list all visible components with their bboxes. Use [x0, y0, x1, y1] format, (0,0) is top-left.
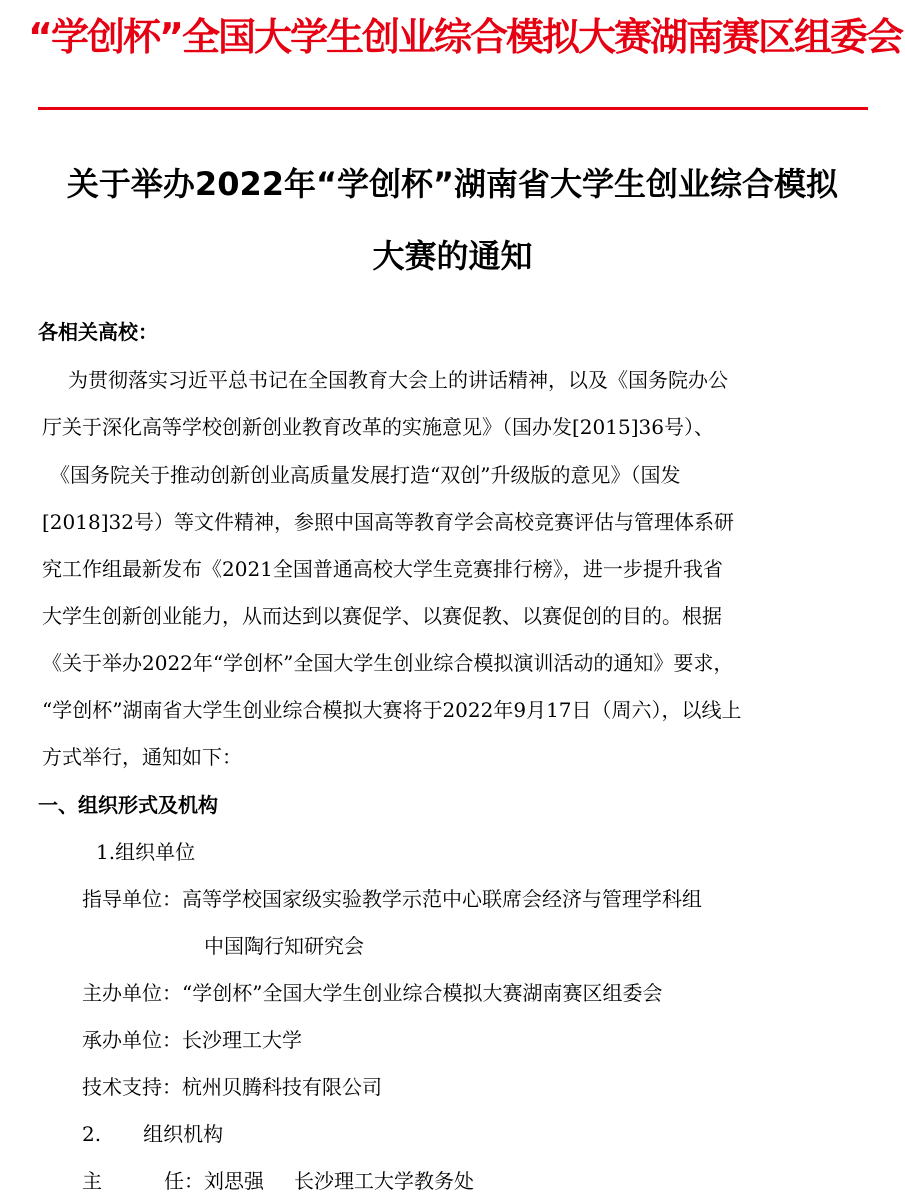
host-unit-row [82, 983, 662, 1003]
guide-unit-label: 指导单位： [82, 887, 182, 911]
subsection-text: 组织机构 [143, 1122, 224, 1146]
guide-unit-row [82, 889, 702, 909]
guide-unit-value: 高等学校国家级实验教学示范中心联席会经济与管理学科组 [182, 887, 702, 911]
organizer-unit-label: 承办单位： [82, 1028, 182, 1052]
director-unit: 长沙理工大学教务处 [294, 1169, 474, 1193]
notice-title-line-2: 大赛的通知 [372, 237, 533, 275]
host-unit-label: 主办单位： [82, 981, 182, 1005]
director-label-char-1: 主 [82, 1169, 102, 1193]
organizer-unit-row [82, 1030, 302, 1050]
body-line: 《关于举办2022年“学创杯”全国大学生创业综合模拟演训活动的通知》要求， [42, 651, 734, 675]
body-line: 方式举行，通知如下： [42, 745, 242, 769]
subsection-title: 1.组织单位 [96, 840, 196, 864]
body-line: [2018]32号）等文件精神，参照中国高等教育学会高校竞赛评估与管理体系研 [42, 510, 734, 534]
letterhead-divider [38, 107, 868, 110]
body-line: 《国务院关于推动创新创业高质量发展打造“双创”升级版的意见》（国发 [50, 463, 681, 487]
organizer-unit-value: 长沙理工大学 [182, 1028, 302, 1052]
notice-title-line-1: 关于举办2022年“学创杯”湖南省大学生创业综合模拟 [66, 165, 839, 203]
body-line: 为贯彻落实习近平总书记在全国教育大会上的讲话精神，以及《国务院办公 [68, 368, 728, 392]
tech-support-row [82, 1077, 382, 1097]
director-row [82, 1171, 474, 1191]
subsection-title-2 [82, 1124, 223, 1144]
director-label-char-2: 任： [164, 1169, 204, 1193]
body-line: “学创杯”湖南省大学生创业综合模拟大赛将于2022年9月17日（周六），以线上 [42, 698, 742, 722]
salutation: 各相关高校： [38, 320, 158, 344]
body-line: 大学生创新创业能力，从而达到以赛促学、以赛促教、以赛促创的目的。根据 [42, 604, 722, 628]
section-heading: 一、组织形式及机构 [38, 793, 218, 817]
host-unit-value: “学创杯”全国大学生创业综合模拟大赛湖南赛区组委会 [182, 981, 663, 1005]
organization-letterhead: “学创杯”全国大学生创业综合模拟大赛湖南赛区组委会 [28, 15, 902, 59]
guide-unit-value-2: 中国陶行知研究会 [204, 934, 364, 958]
tech-support-value: 杭州贝腾科技有限公司 [182, 1075, 382, 1099]
body-line: 究工作组最新发布《2021全国普通高校大学生竞赛排行榜》，进一步提升我省 [42, 557, 723, 581]
body-line: 厅关于深化高等学校创新创业教育改革的实施意见》（国办发[2015]36号）、 [42, 415, 714, 439]
tech-support-label: 技术支持： [82, 1075, 182, 1099]
subsection-number: 2. [82, 1122, 102, 1146]
director-name: 刘思强 [204, 1169, 264, 1193]
